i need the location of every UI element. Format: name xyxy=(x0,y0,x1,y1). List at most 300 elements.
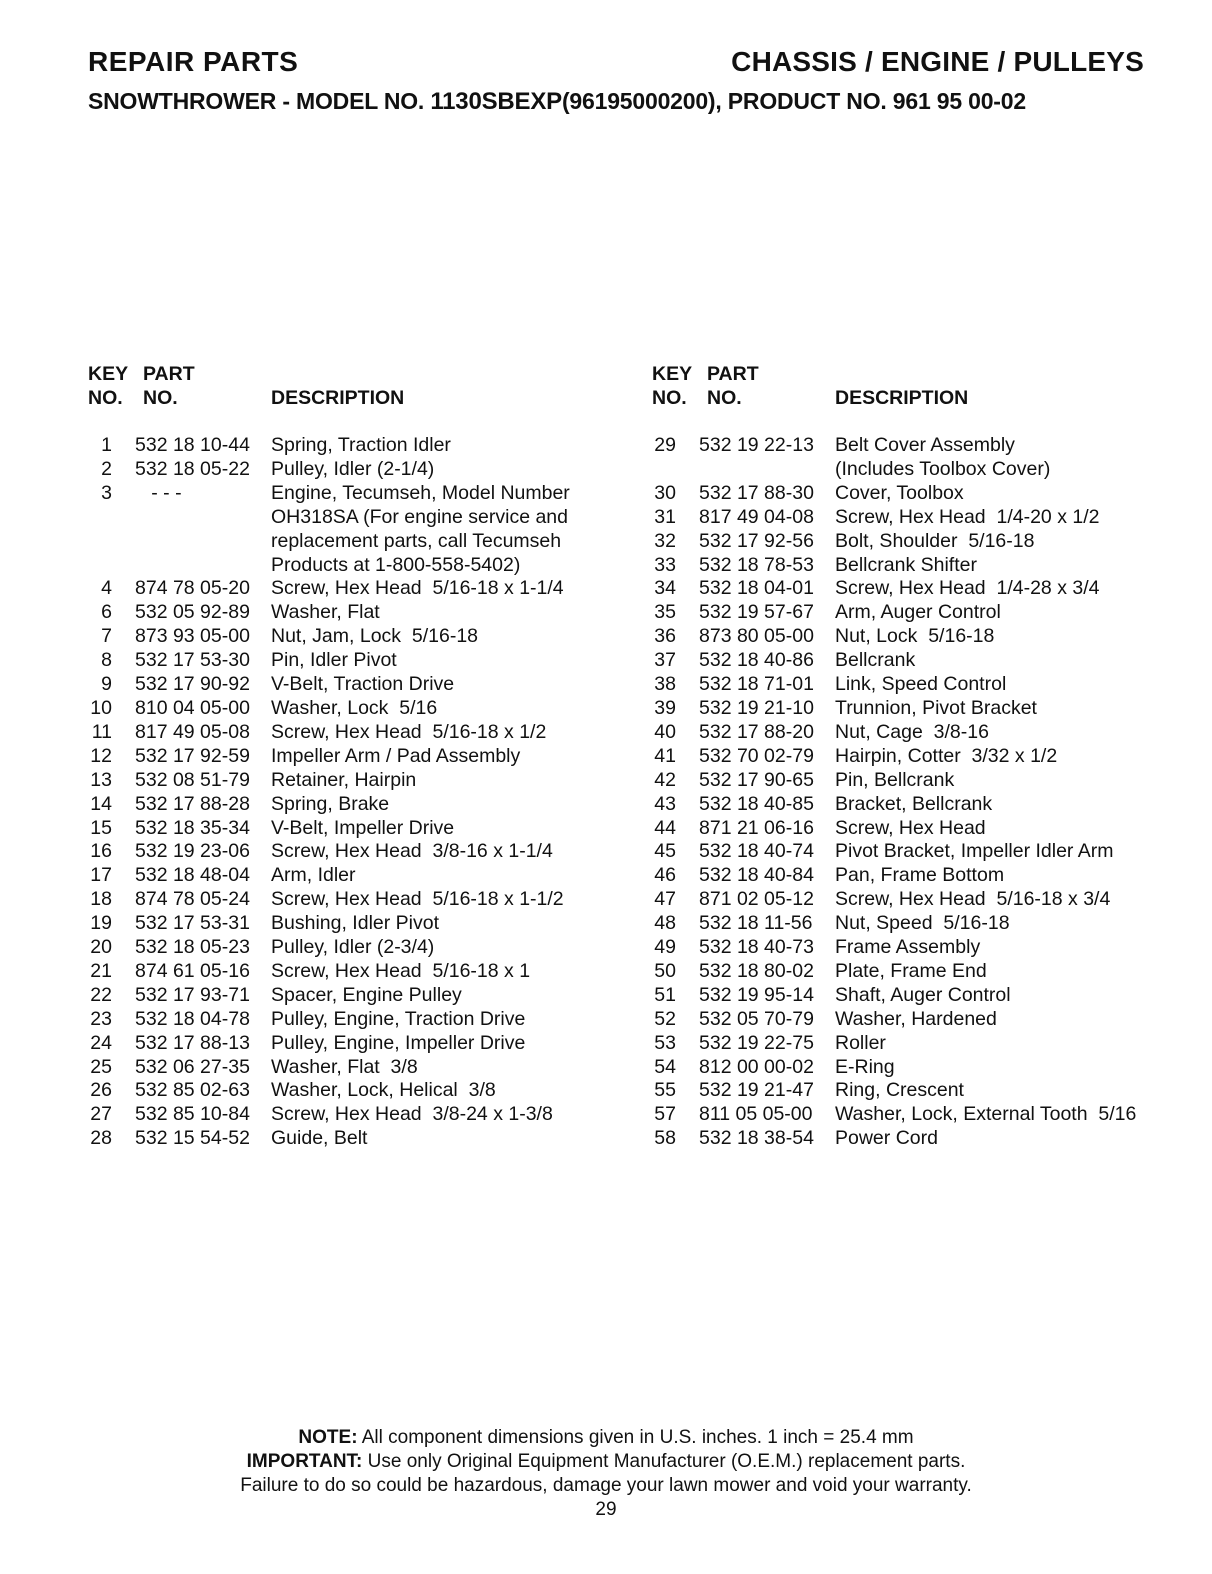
key-number: 1 xyxy=(101,434,112,456)
key-number: 21 xyxy=(90,959,112,982)
part-description xyxy=(818,864,1158,888)
part-number: 532 18 71-01 xyxy=(699,673,814,696)
part-row xyxy=(652,984,1172,1008)
header-part: PART xyxy=(143,363,195,385)
part-number: 532 19 57-67 xyxy=(699,601,814,624)
key-number: 32 xyxy=(654,529,676,552)
description-line: V-Belt, Traction Drive xyxy=(271,673,455,696)
header-part: PART xyxy=(707,363,759,385)
part-row xyxy=(88,817,608,841)
part-description xyxy=(818,888,1158,912)
part-row xyxy=(652,1032,1172,1056)
key-number: 54 xyxy=(654,1055,676,1078)
key-number: 40 xyxy=(654,720,676,743)
part-description xyxy=(254,434,594,458)
part-row xyxy=(652,601,1172,625)
key-number: 11 xyxy=(91,720,112,743)
part-row xyxy=(88,888,608,912)
part-description xyxy=(818,1079,1158,1103)
part-row xyxy=(652,1008,1172,1032)
key-number: 19 xyxy=(90,912,112,935)
description-line: Pulley, Engine, Traction Drive xyxy=(271,1007,526,1030)
important-text: Use only Original Equipment Manufacturer (O.E.M.) replacement parts. xyxy=(362,1451,966,1472)
key-number: 49 xyxy=(654,936,676,959)
part-row xyxy=(652,434,1172,482)
key-number: 47 xyxy=(654,888,676,911)
description-line: Pan, Frame Bottom xyxy=(835,864,1005,887)
part-number: 532 18 40-86 xyxy=(699,649,814,672)
model-number: 1130SBEXP xyxy=(430,88,562,115)
description-line: Nut, Lock 5/16-18 xyxy=(835,625,995,648)
description-line: Screw, Hex Head 3/8-16 x 1-1/4 xyxy=(271,840,553,863)
part-description xyxy=(818,1103,1158,1127)
part-number: 532 17 88-13 xyxy=(135,1031,250,1054)
description-line: Pivot Bracket, Impeller Idler Arm xyxy=(835,840,1114,863)
part-row xyxy=(652,530,1172,554)
description-line: Bushing, Idler Pivot xyxy=(271,912,440,935)
header-part-no: NO. xyxy=(143,387,178,409)
part-number: 532 18 80-02 xyxy=(699,959,814,982)
description-line: Screw, Hex Head 5/16-18 x 1-1/4 xyxy=(271,577,564,600)
part-description xyxy=(818,434,1158,482)
part-description xyxy=(254,840,594,864)
description-line: Screw, Hex Head 1/4-20 x 1/2 xyxy=(835,505,1100,528)
part-row xyxy=(88,458,608,482)
key-number: 3 xyxy=(101,481,112,504)
part-row xyxy=(652,817,1172,841)
part-description xyxy=(818,912,1158,936)
part-row xyxy=(652,864,1172,888)
key-number: 30 xyxy=(654,481,676,504)
key-number: 12 xyxy=(90,744,112,767)
part-description xyxy=(818,984,1158,1008)
part-number: 811 05 05-00 xyxy=(699,1103,813,1126)
part-description xyxy=(254,601,594,625)
part-number: 532 18 40-73 xyxy=(699,936,814,959)
part-row xyxy=(652,482,1172,506)
key-number: 38 xyxy=(654,673,676,696)
key-number: 14 xyxy=(90,792,112,815)
parts-list-left xyxy=(88,434,608,1151)
part-description xyxy=(254,960,594,984)
header-description: DESCRIPTION xyxy=(835,387,969,409)
part-number: 532 19 21-47 xyxy=(699,1079,814,1102)
description-line: Washer, Lock, External Tooth 5/16 xyxy=(835,1103,1137,1126)
key-number: 26 xyxy=(90,1079,112,1102)
description-line: Screw, Hex Head 5/16-18 x 3/4 xyxy=(835,888,1111,911)
part-description xyxy=(818,625,1158,649)
part-description xyxy=(254,769,594,793)
part-description xyxy=(254,1008,594,1032)
part-row xyxy=(88,1056,608,1080)
header-key: KEY xyxy=(652,363,693,385)
key-number: 52 xyxy=(654,1007,676,1030)
header-key: KEY xyxy=(88,363,129,385)
description-line: Arm, Auger Control xyxy=(835,601,1001,624)
part-number: 532 05 92-89 xyxy=(135,601,250,624)
part-row xyxy=(652,506,1172,530)
description-line: Screw, Hex Head 5/16-18 x 1 xyxy=(271,959,531,982)
part-description xyxy=(818,936,1158,960)
key-number: 2 xyxy=(101,457,112,480)
header-part-no: NO. xyxy=(707,387,742,409)
part-row xyxy=(88,1103,608,1127)
part-number: 532 18 04-78 xyxy=(135,1007,250,1030)
part-number: 532 06 27-35 xyxy=(135,1055,250,1078)
note-text: All component dimensions given in U.S. inches. 1 inch = 25.4 mm xyxy=(357,1427,914,1448)
key-number: 18 xyxy=(90,888,112,911)
description-line: Belt Cover Assembly xyxy=(835,434,1015,456)
part-row xyxy=(88,721,608,745)
part-number: 532 18 78-53 xyxy=(699,553,814,576)
header-description: DESCRIPTION xyxy=(271,387,405,409)
description-line: Link, Speed Control xyxy=(835,673,1007,696)
key-number: 39 xyxy=(654,696,676,719)
key-number: 58 xyxy=(654,1127,676,1150)
description-line: Impeller Arm / Pad Assembly xyxy=(271,744,521,767)
part-row xyxy=(652,554,1172,578)
description-line: Frame Assembly xyxy=(835,936,981,959)
part-number: 532 18 11-56 xyxy=(699,912,813,935)
description-line: Washer, Flat 3/8 xyxy=(271,1055,418,1078)
part-row xyxy=(88,745,608,769)
part-number: 817 49 04-08 xyxy=(699,505,814,528)
part-row xyxy=(652,721,1172,745)
part-number: 532 18 04-01 xyxy=(699,577,814,600)
part-row xyxy=(652,745,1172,769)
description-line: Bellcrank Shifter xyxy=(835,553,977,576)
key-number: 57 xyxy=(654,1103,676,1126)
part-description xyxy=(818,745,1158,769)
part-description xyxy=(818,1056,1158,1080)
part-number: 810 04 05-00 xyxy=(135,696,250,719)
part-number: 532 17 53-31 xyxy=(135,912,250,935)
part-number: 812 00 00-02 xyxy=(699,1055,814,1078)
description-line: Pulley, Engine, Impeller Drive xyxy=(271,1031,526,1054)
subtitle-suffix: (96195000200), PRODUCT NO. 961 95 00-02 xyxy=(561,88,1026,114)
key-number: 29 xyxy=(654,434,676,456)
key-number: 17 xyxy=(90,864,112,887)
part-row xyxy=(88,793,608,817)
key-number: 9 xyxy=(101,673,112,696)
part-number: 817 49 05-08 xyxy=(135,720,250,743)
note-label: NOTE: xyxy=(298,1427,358,1448)
part-description xyxy=(254,912,594,936)
part-description xyxy=(254,458,594,482)
key-number: 16 xyxy=(90,840,112,863)
part-row xyxy=(652,577,1172,601)
part-row xyxy=(652,1103,1172,1127)
part-description xyxy=(254,482,594,578)
key-number: 51 xyxy=(654,983,676,1006)
key-number: 25 xyxy=(90,1055,112,1078)
part-row xyxy=(652,840,1172,864)
key-number: 35 xyxy=(654,601,676,624)
key-number: 23 xyxy=(90,1007,112,1030)
part-description xyxy=(818,1127,1158,1151)
key-number: 34 xyxy=(654,577,676,600)
part-row xyxy=(88,936,608,960)
description-line: Bolt, Shoulder 5/16-18 xyxy=(835,529,1035,552)
key-number: 8 xyxy=(101,649,112,672)
part-description xyxy=(818,769,1158,793)
part-row xyxy=(88,769,608,793)
part-description xyxy=(254,1079,594,1103)
model-subtitle xyxy=(88,88,1146,116)
part-row xyxy=(652,769,1172,793)
description-line: replacement parts, call Tecumseh xyxy=(271,529,562,552)
part-description xyxy=(818,577,1158,601)
part-row xyxy=(652,625,1172,649)
key-number: 55 xyxy=(654,1079,676,1102)
part-number: 532 15 54-52 xyxy=(135,1127,250,1150)
part-number: 532 17 93-71 xyxy=(135,983,250,1006)
part-description xyxy=(254,817,594,841)
part-description xyxy=(254,673,594,697)
part-number: 532 17 88-30 xyxy=(699,481,814,504)
description-line: Spring, Brake xyxy=(271,792,390,815)
description-line: Spring, Traction Idler xyxy=(271,434,451,456)
part-description xyxy=(254,936,594,960)
description-line: Cover, Toolbox xyxy=(835,481,964,504)
part-number: 532 18 10-44 xyxy=(135,434,250,456)
part-number: 532 18 40-74 xyxy=(699,840,814,863)
part-description xyxy=(818,506,1158,530)
part-number: 871 21 06-16 xyxy=(699,816,814,839)
part-description xyxy=(818,482,1158,506)
part-number: 532 17 90-65 xyxy=(699,768,814,791)
part-number: 532 19 21-10 xyxy=(699,696,814,719)
part-row xyxy=(88,625,608,649)
description-line: Washer, Lock, Helical 3/8 xyxy=(271,1079,496,1102)
description-line: (Includes Toolbox Cover) xyxy=(835,457,1051,480)
part-row xyxy=(652,1056,1172,1080)
part-row xyxy=(88,601,608,625)
key-number: 43 xyxy=(654,792,676,815)
part-description xyxy=(818,601,1158,625)
part-description xyxy=(818,960,1158,984)
part-description xyxy=(818,530,1158,554)
part-number: 532 17 53-30 xyxy=(135,649,250,672)
part-number: 532 17 90-92 xyxy=(135,673,250,696)
key-number: 53 xyxy=(654,1031,676,1054)
part-number: 532 18 35-34 xyxy=(135,816,250,839)
part-description xyxy=(254,697,594,721)
part-number: 532 18 40-85 xyxy=(699,792,814,815)
part-description xyxy=(254,1056,594,1080)
parts-column-left xyxy=(88,363,608,1150)
part-number: 532 17 92-59 xyxy=(135,744,250,767)
important-label: IMPORTANT: xyxy=(246,1451,363,1472)
key-number: 42 xyxy=(654,768,676,791)
part-description xyxy=(254,1032,594,1056)
description-line: Products at 1-800-558-5402) xyxy=(271,553,521,576)
important-note xyxy=(0,1450,1212,1474)
part-number: 532 85 10-84 xyxy=(135,1103,250,1126)
column-header xyxy=(88,363,608,427)
part-row xyxy=(88,960,608,984)
part-row xyxy=(88,434,608,458)
subtitle-prefix: SNOWTHROWER - MODEL NO. xyxy=(88,88,425,114)
part-row xyxy=(88,1127,608,1151)
section-title: REPAIR PARTS xyxy=(88,46,299,77)
part-number: 532 05 70-79 xyxy=(699,1007,814,1030)
description-line: Screw, Hex Head 5/16-18 x 1-1/2 xyxy=(271,888,564,911)
part-number: 874 78 05-20 xyxy=(135,577,250,600)
part-number: 532 19 22-75 xyxy=(699,1031,814,1054)
key-number: 36 xyxy=(654,625,676,648)
part-number: 532 18 05-22 xyxy=(135,457,250,480)
part-number: 532 17 88-20 xyxy=(699,720,814,743)
description-line: Washer, Lock 5/16 xyxy=(271,696,438,719)
key-number: 27 xyxy=(90,1103,112,1126)
description-line: Roller xyxy=(835,1031,886,1054)
key-number: 33 xyxy=(654,553,676,576)
key-number: 13 xyxy=(90,768,112,791)
description-line: Nut, Cage 3/8-16 xyxy=(835,720,989,743)
key-number: 44 xyxy=(654,816,676,839)
key-number: 10 xyxy=(90,696,112,719)
part-row xyxy=(88,577,608,601)
part-row xyxy=(88,697,608,721)
description-line: Washer, Hardened xyxy=(835,1007,997,1030)
part-description xyxy=(254,888,594,912)
description-line: Bracket, Bellcrank xyxy=(835,792,993,815)
part-number: 532 85 02-63 xyxy=(135,1079,250,1102)
part-description xyxy=(818,840,1158,864)
key-number: 6 xyxy=(101,601,112,624)
part-description xyxy=(254,984,594,1008)
part-row xyxy=(88,840,608,864)
description-line: Nut, Jam, Lock 5/16-18 xyxy=(271,625,479,648)
part-row xyxy=(652,960,1172,984)
part-row xyxy=(652,697,1172,721)
header-key-no: NO. xyxy=(88,387,123,409)
part-row xyxy=(652,1127,1172,1151)
part-description xyxy=(254,649,594,673)
part-description xyxy=(818,673,1158,697)
part-description xyxy=(818,697,1158,721)
description-line: Pulley, Idler (2-1/4) xyxy=(271,457,435,480)
part-row xyxy=(652,793,1172,817)
description-line: Shaft, Auger Control xyxy=(835,983,1011,1006)
description-line: Retainer, Hairpin xyxy=(271,768,417,791)
description-line: Arm, Idler xyxy=(271,864,356,887)
key-number: 28 xyxy=(90,1127,112,1150)
part-row xyxy=(652,888,1172,912)
part-description xyxy=(818,721,1158,745)
key-number: 46 xyxy=(654,864,676,887)
description-line: Engine, Tecumseh, Model Number xyxy=(271,481,570,504)
header-key-no: NO. xyxy=(652,387,687,409)
part-number: 532 08 51-79 xyxy=(135,768,250,791)
key-number: 31 xyxy=(654,505,676,528)
part-number: 532 70 02-79 xyxy=(699,744,814,767)
description-line: Pulley, Idler (2-3/4) xyxy=(271,936,435,959)
part-number: 873 80 05-00 xyxy=(699,625,814,648)
description-line: Trunnion, Pivot Bracket xyxy=(835,696,1037,719)
description-line: Screw, Hex Head 3/8-24 x 1-3/8 xyxy=(271,1103,553,1126)
part-description xyxy=(254,793,594,817)
description-line: V-Belt, Impeller Drive xyxy=(271,816,455,839)
part-row xyxy=(652,649,1172,673)
parts-column-right xyxy=(652,363,1172,1150)
part-description xyxy=(254,864,594,888)
key-number: 15 xyxy=(90,816,112,839)
description-line: Pin, Idler Pivot xyxy=(271,649,397,672)
part-number: 532 18 40-84 xyxy=(699,864,814,887)
part-number: 874 78 05-24 xyxy=(135,888,250,911)
part-row xyxy=(88,1032,608,1056)
part-description xyxy=(254,577,594,601)
warning-text: Failure to do so could be hazardous, damage your lawn mower and void your warranty. xyxy=(240,1475,972,1496)
key-number: 50 xyxy=(654,959,676,982)
key-number: 22 xyxy=(90,983,112,1006)
part-description xyxy=(818,649,1158,673)
part-number: 874 61 05-16 xyxy=(135,959,250,982)
key-number: 37 xyxy=(654,649,676,672)
key-number: 48 xyxy=(654,912,676,935)
part-description xyxy=(254,1127,594,1151)
part-number: 532 17 92-56 xyxy=(699,529,814,552)
column-header xyxy=(652,363,1172,427)
key-number: 7 xyxy=(101,625,112,648)
key-number: 41 xyxy=(654,744,676,767)
part-row xyxy=(88,984,608,1008)
part-number: 532 18 38-54 xyxy=(699,1127,814,1150)
description-line: Spacer, Engine Pulley xyxy=(271,983,462,1006)
part-description xyxy=(818,793,1158,817)
description-line: OH318SA (For engine service and xyxy=(271,505,568,528)
part-row xyxy=(652,673,1172,697)
part-description xyxy=(818,1032,1158,1056)
section-subject: CHASSIS / ENGINE / PULLEYS xyxy=(731,46,1144,77)
key-number: 45 xyxy=(654,840,676,863)
part-description xyxy=(818,554,1158,578)
description-line: Power Cord xyxy=(835,1127,938,1150)
dimension-note xyxy=(0,1426,1212,1450)
part-number: 871 02 05-12 xyxy=(699,888,814,911)
part-row xyxy=(88,1079,608,1103)
part-description xyxy=(818,817,1158,841)
part-row xyxy=(88,482,608,578)
part-number: 532 18 05-23 xyxy=(135,936,250,959)
description-line: Washer, Flat xyxy=(271,601,380,624)
description-line: Ring, Crescent xyxy=(835,1079,964,1102)
part-number: 532 19 23-06 xyxy=(135,840,250,863)
key-number: 20 xyxy=(90,936,112,959)
description-line: Pin, Bellcrank xyxy=(835,768,955,791)
part-row xyxy=(88,649,608,673)
description-line: Screw, Hex Head 5/16-18 x 1/2 xyxy=(271,720,547,743)
part-description xyxy=(254,721,594,745)
part-number: - - - xyxy=(135,481,182,504)
description-line: Screw, Hex Head xyxy=(835,816,986,839)
part-row xyxy=(652,1079,1172,1103)
key-number: 4 xyxy=(101,577,112,600)
description-line: Plate, Frame End xyxy=(835,959,987,982)
description-line: Hairpin, Cotter 3/32 x 1/2 xyxy=(835,744,1058,767)
part-number: 532 17 88-28 xyxy=(135,792,250,815)
part-number: 532 18 48-04 xyxy=(135,864,250,887)
footer-notes xyxy=(0,1426,1212,1522)
part-row xyxy=(88,673,608,697)
part-description xyxy=(818,1008,1158,1032)
part-row xyxy=(652,912,1172,936)
key-number: 24 xyxy=(90,1031,112,1054)
parts-list-right xyxy=(652,434,1172,1151)
part-row xyxy=(88,912,608,936)
